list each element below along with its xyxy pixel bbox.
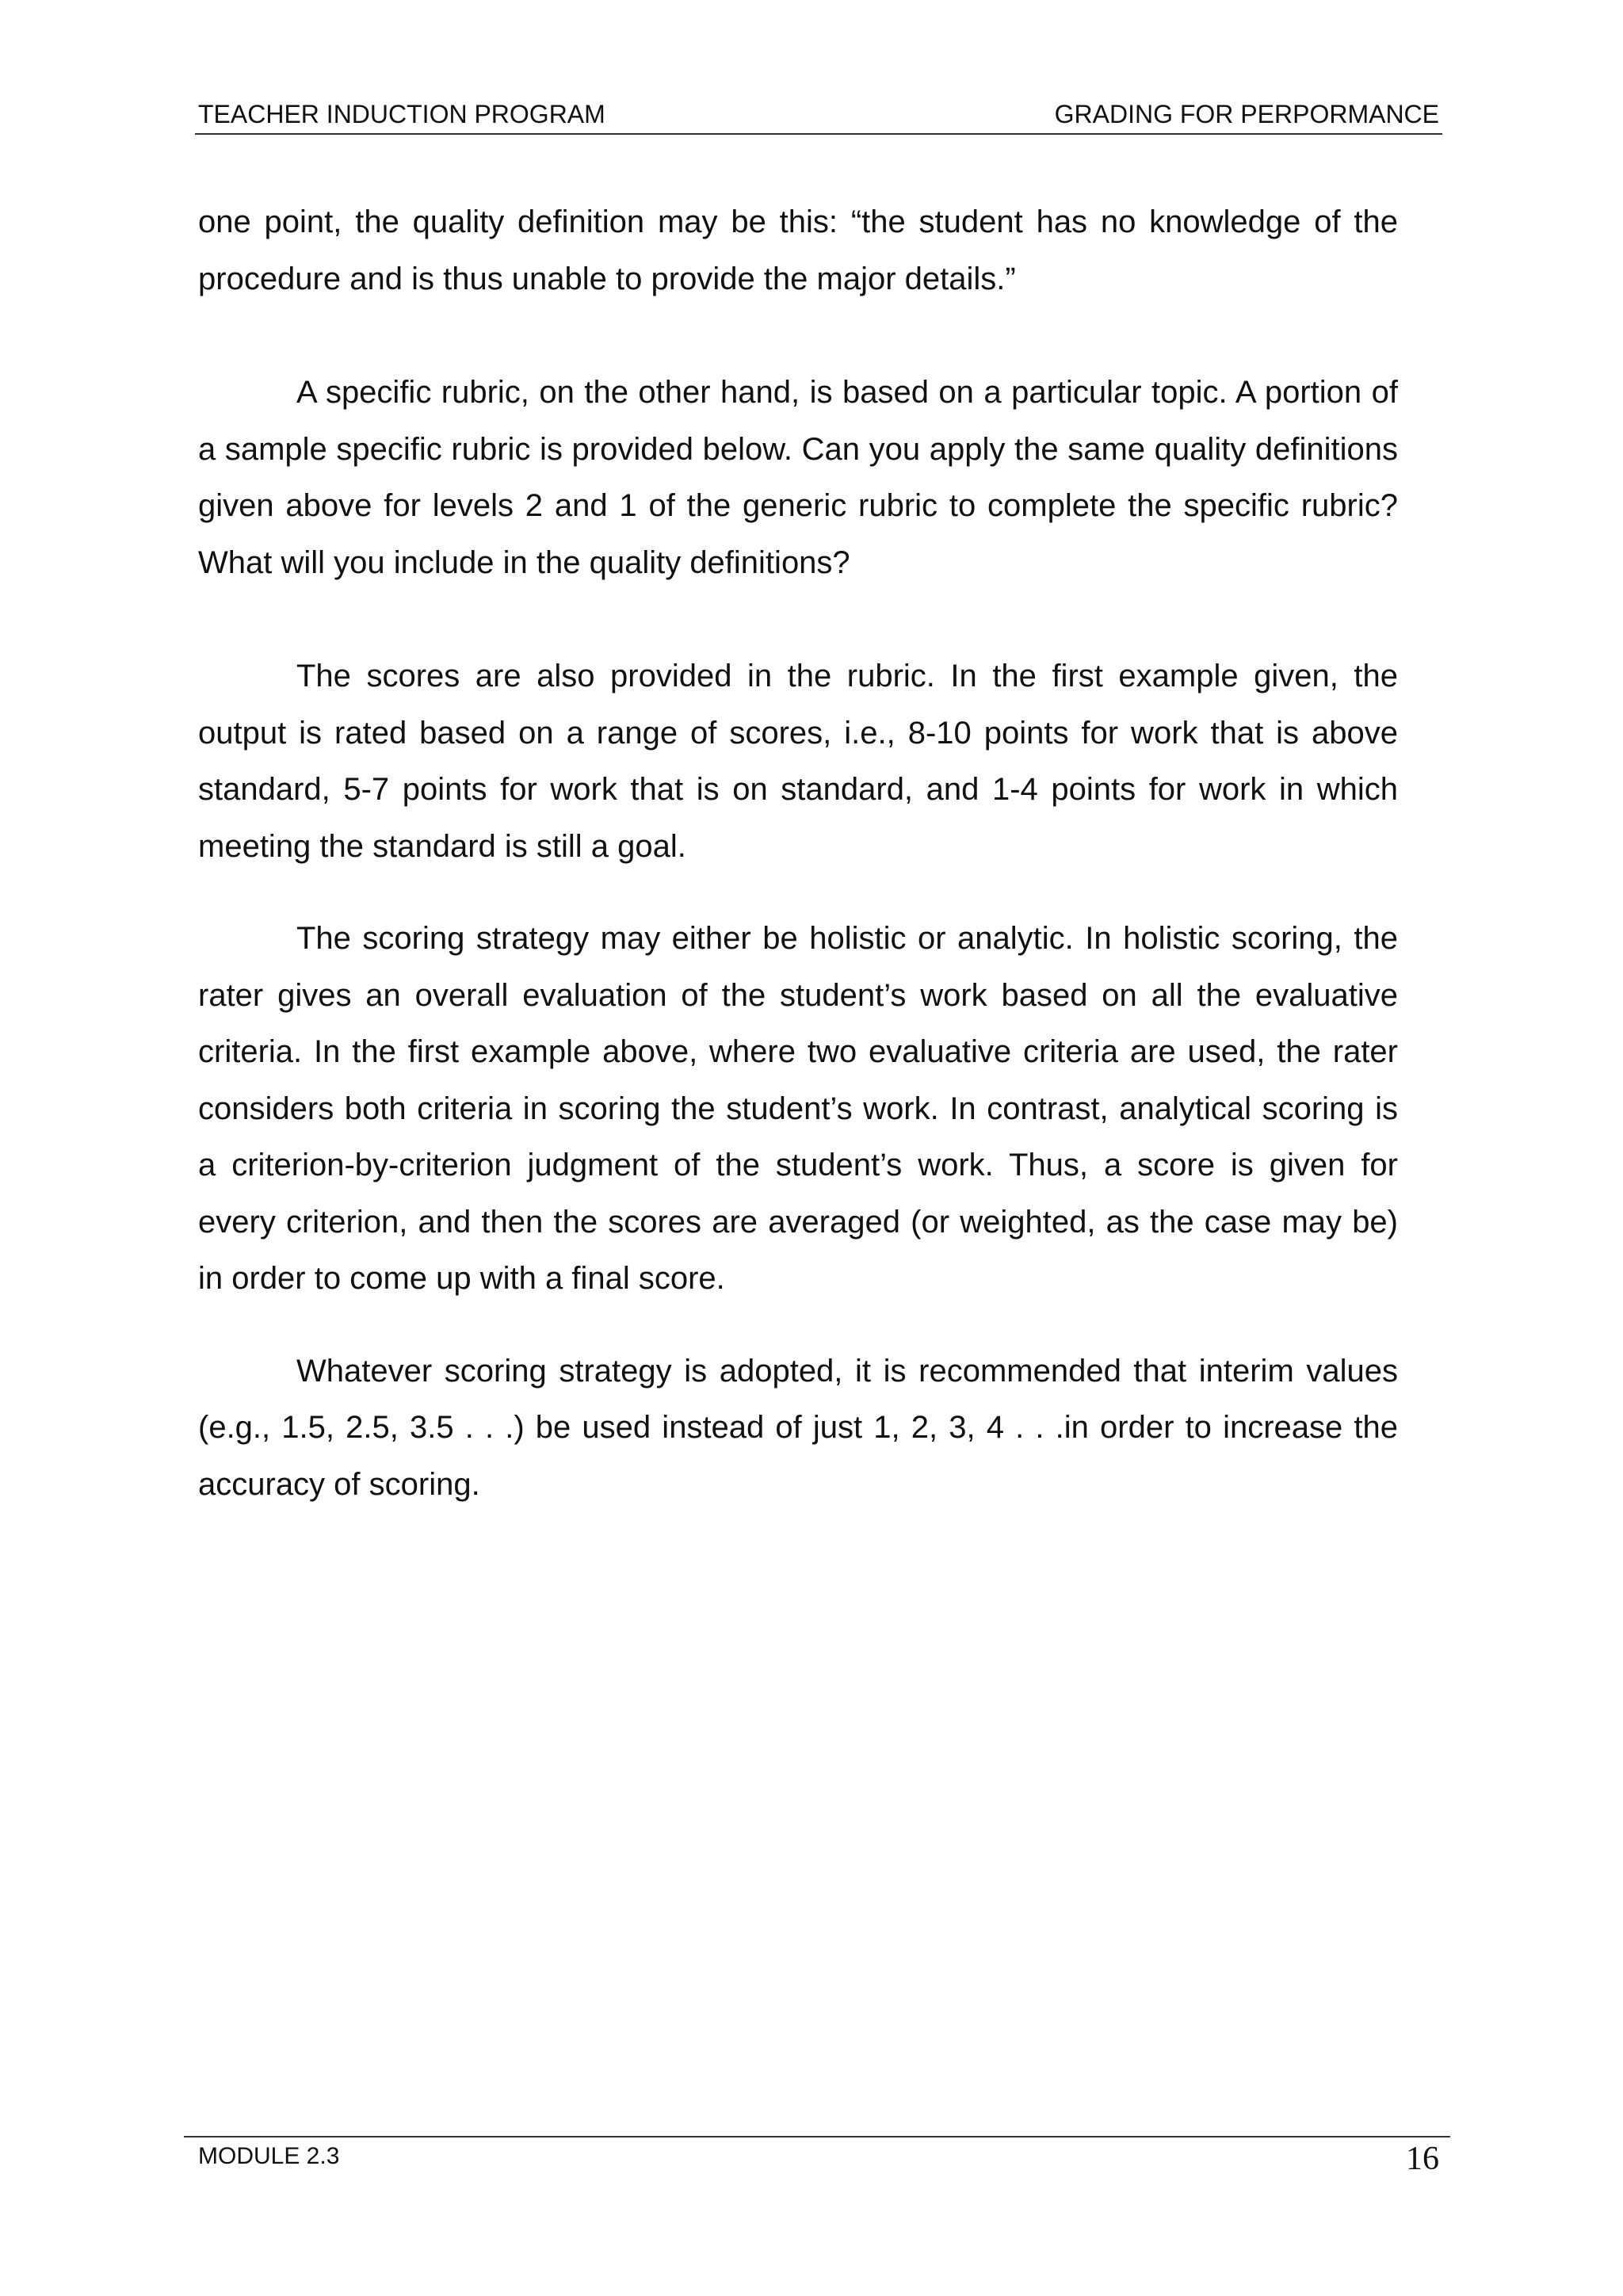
header-program-title: TEACHER INDUCTION PROGRAM (198, 100, 605, 128)
paragraph-scores: The scores are also provided in the rubric. In the first example given, the output is rated based on a range of scores, i.e., 8-10 points for work that is above standard, 5-7 points for work that is on standard, and 1-4 points for work in which meeting the standard is still a goal. (198, 659, 1398, 864)
page-number: 16 (1406, 2141, 1439, 2177)
paragraph-continuation: one point, the quality definition may be this: “the student has no knowledge of the procedure and is thus unable to provide the major details.” (198, 204, 1398, 296)
page-body (198, 194, 1398, 1513)
page-footer (184, 2136, 1450, 2185)
page-header (195, 97, 1442, 135)
paragraph-scoring-strategy: The scoring strategy may either be holistic or analytic. In holistic scoring, the rater gives an overall evaluation of the student’s work based on all the evaluative criteria. In the first example above, where two evaluative criteria are used, the rater considers both criteria in scoring the student’s work. In contrast, analytical scoring is a criterion-by-criterion judgment of the student’s work. Thus, a score is given for every criterion, and then the scores are averaged (or weighted, as the case may be) in order to come up with a final score. (198, 921, 1398, 1296)
footer-module-label: MODULE 2.3 (198, 2143, 340, 2169)
paragraph-interim-values: Whatever scoring strategy is adopted, it is recommended that interim values (e.g., 1.5, 2.5, 3.5 . . .) be used instead of just 1, 2, 3, 4 . . .in order to increase the accuracy of scoring. (198, 1353, 1398, 1502)
header-section-title: GRADING FOR PERPORMANCE (1054, 100, 1439, 128)
paragraph-specific-rubric: A specific rubric, on the other hand, is based on a particular topic. A portion of a sample specific rubric is provided below. Can you apply the same quality definitions given above for levels 2 and 1 of the generic rubric to complete the specific rubric? What will you include in the quality definitions? (198, 375, 1398, 580)
